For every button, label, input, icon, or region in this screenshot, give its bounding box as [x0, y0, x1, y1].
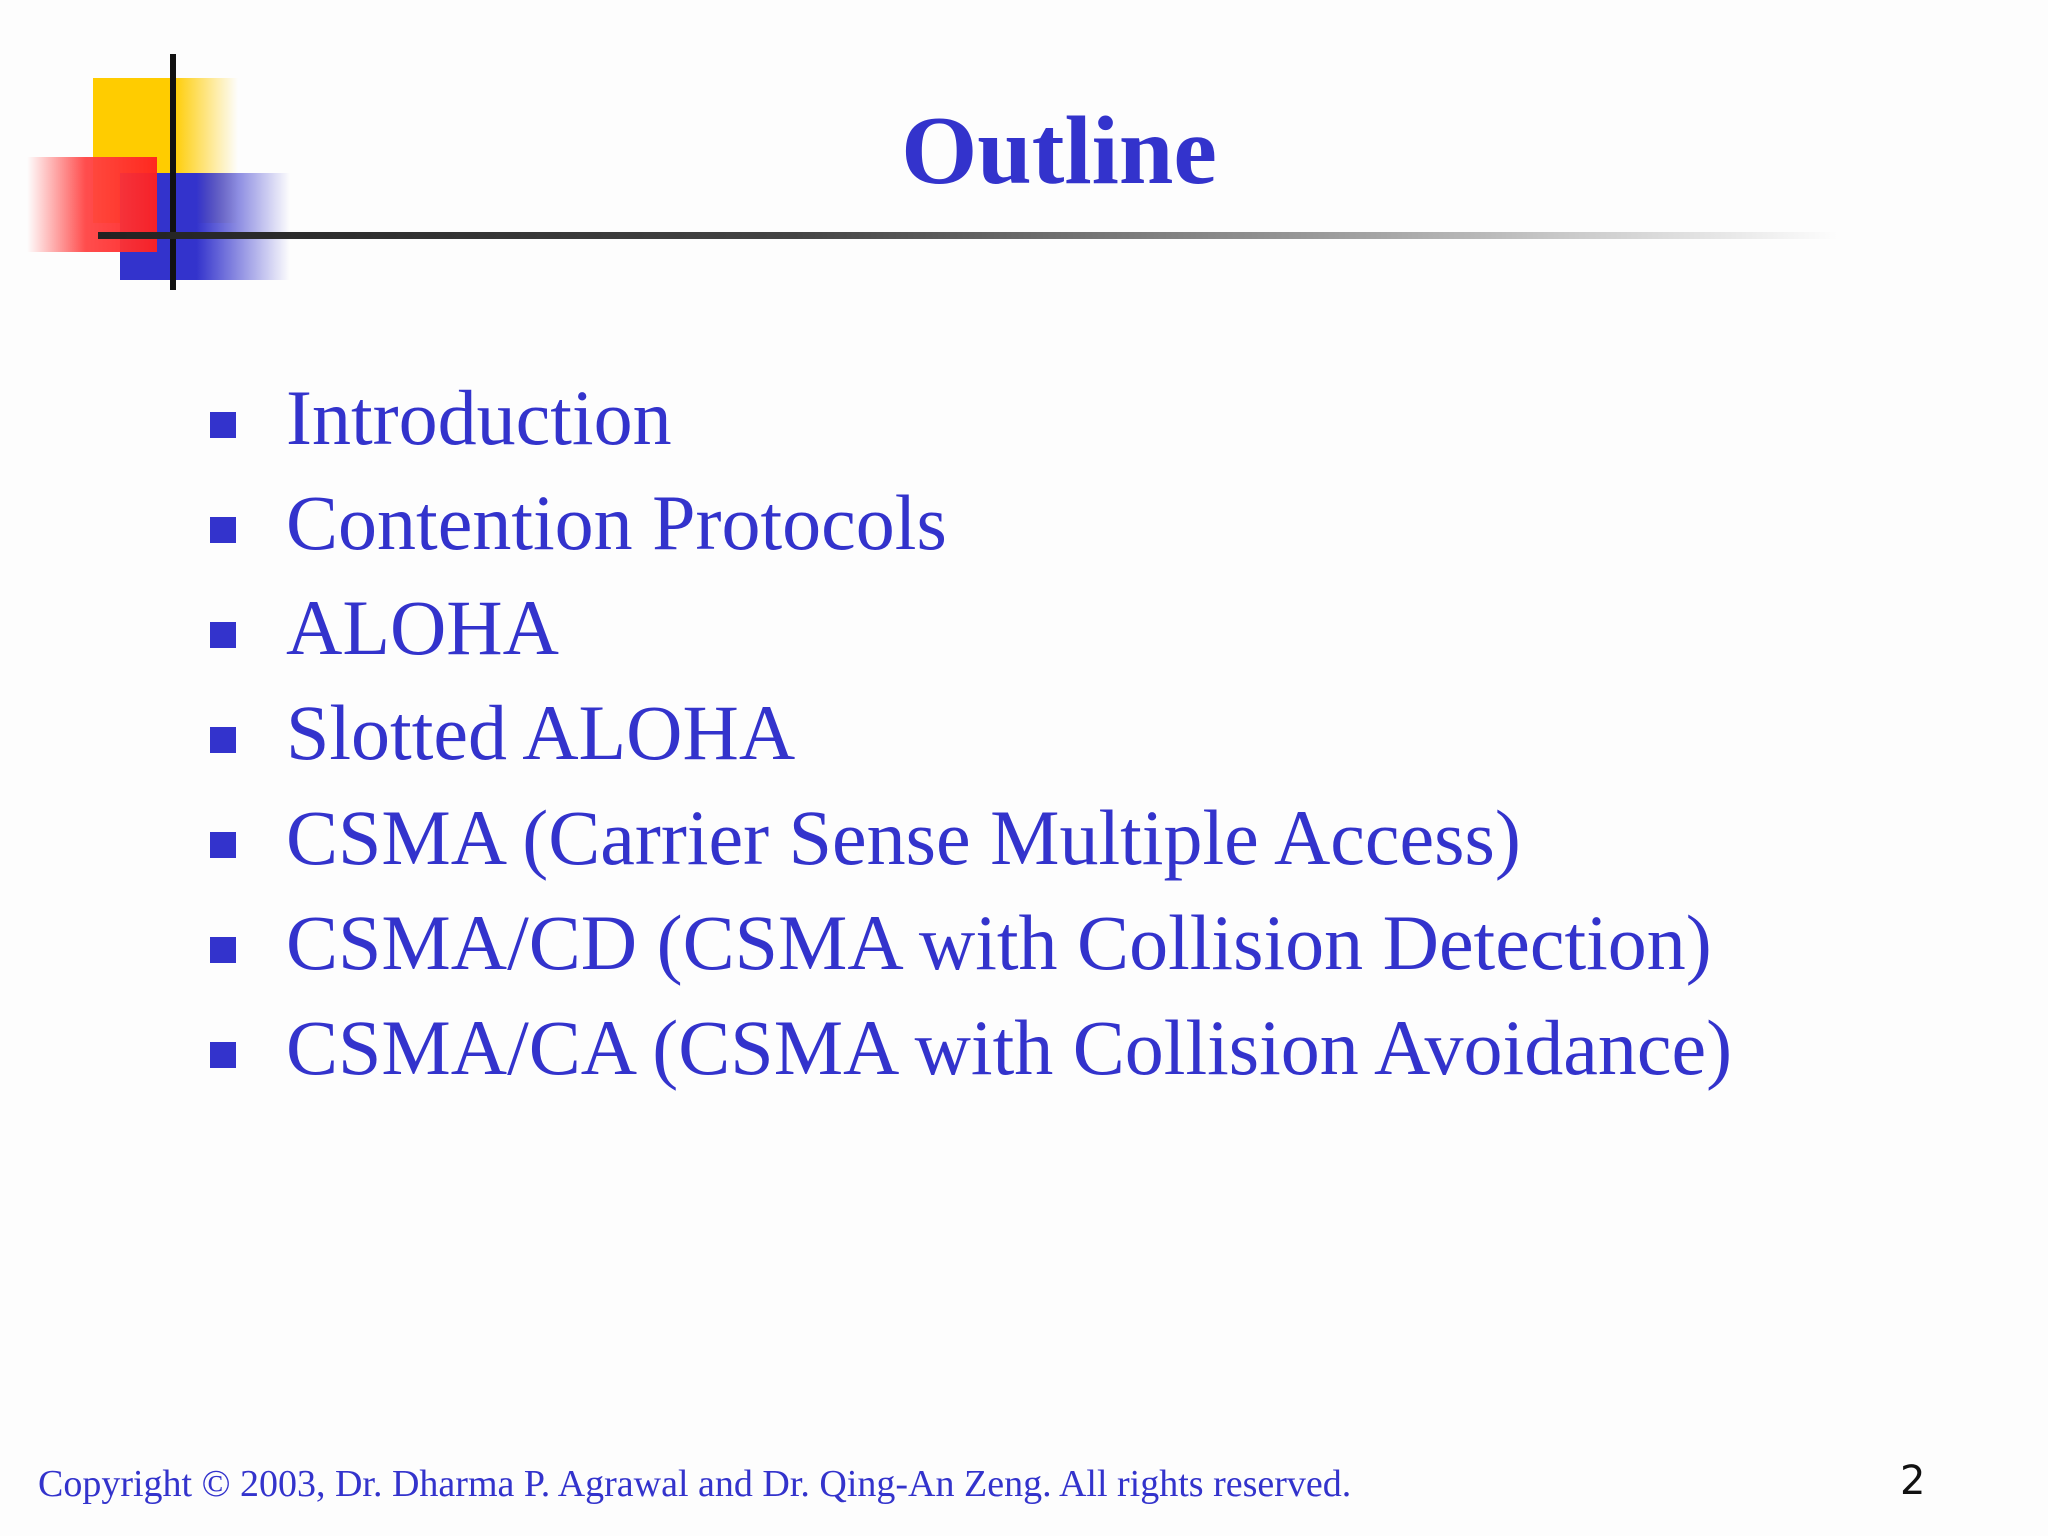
- square-bullet-icon: [210, 517, 236, 543]
- list-item: [210, 890, 1732, 995]
- list-item: [210, 785, 1732, 890]
- square-bullet-icon: [210, 937, 236, 963]
- bullet-text: Slotted ALOHA: [286, 688, 796, 776]
- square-bullet-icon: [210, 727, 236, 753]
- page-number: 2: [1900, 1458, 1926, 1504]
- bullet-text: Contention Protocols: [286, 478, 947, 566]
- title-underline: [98, 232, 1838, 239]
- bullet-list: [210, 365, 1732, 1100]
- bullet-text: Introduction: [286, 373, 672, 461]
- list-item: [210, 995, 1732, 1100]
- list-item: [210, 470, 1732, 575]
- square-bullet-icon: [210, 1042, 236, 1068]
- bullet-text: CSMA/CD (CSMA with Collision Detection): [286, 898, 1712, 986]
- square-bullet-icon: [210, 832, 236, 858]
- bullet-text: CSMA (Carrier Sense Multiple Access): [286, 793, 1521, 881]
- square-bullet-icon: [210, 622, 236, 648]
- list-item: [210, 680, 1732, 785]
- slide-title: Outline: [901, 97, 1217, 205]
- list-item: [210, 365, 1732, 470]
- copyright-footer: Copyright © 2003, Dr. Dharma P. Agrawal and Dr. Qing-An Zeng. All rights reserved.: [38, 1463, 1352, 1505]
- bullet-text: CSMA/CA (CSMA with Collision Avoidance): [286, 1003, 1733, 1091]
- list-item: [210, 575, 1732, 680]
- square-bullet-icon: [210, 412, 236, 438]
- bullet-text: ALOHA: [286, 583, 559, 671]
